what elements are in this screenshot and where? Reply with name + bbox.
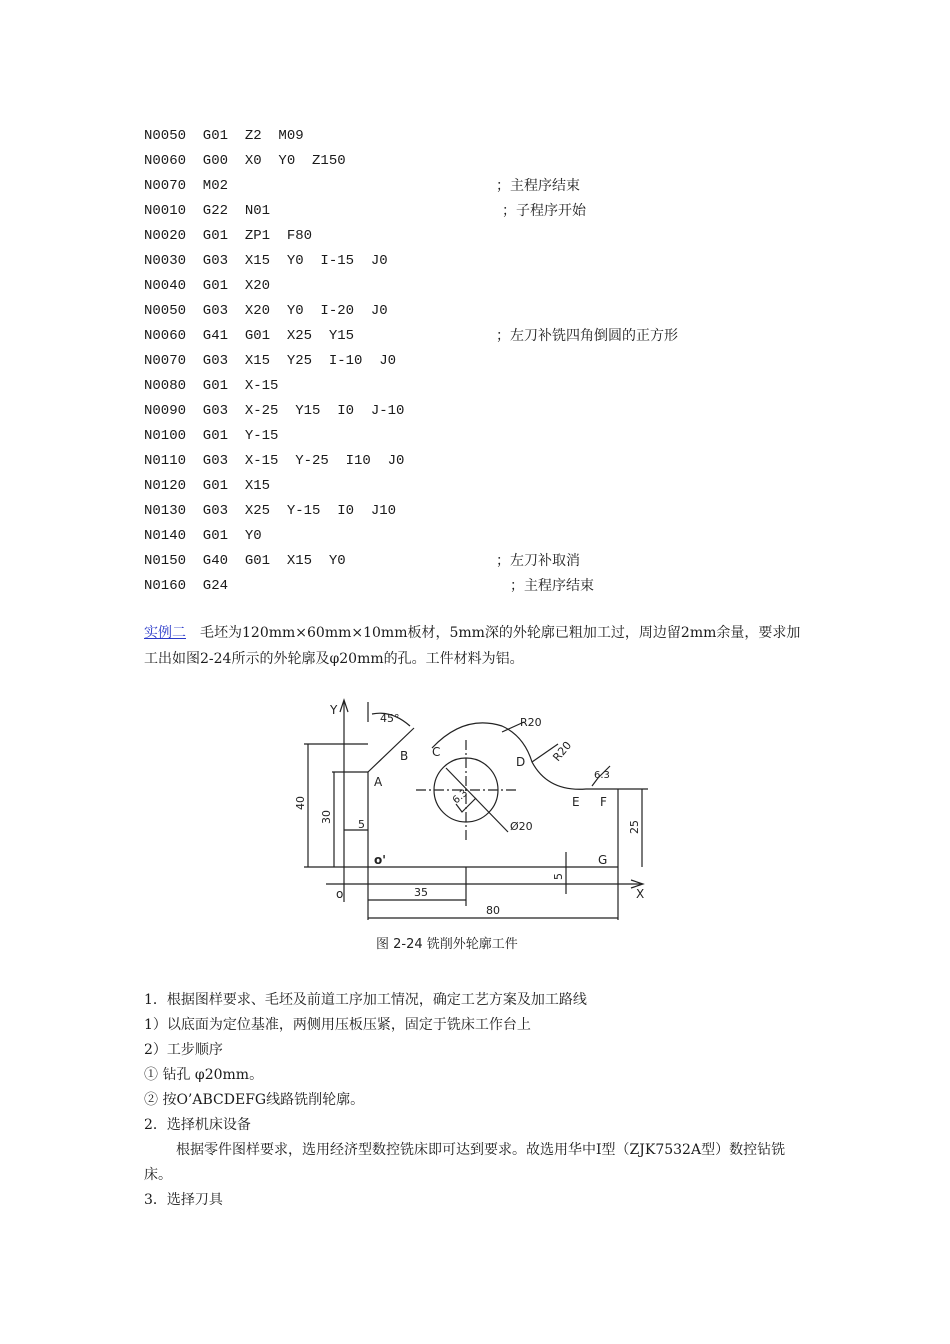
example-paragraph <box>144 620 812 672</box>
step-line: 3．选择刀具 <box>144 1192 223 1208</box>
angle-label: 45° <box>380 712 400 725</box>
axis-y-label: Y <box>330 703 338 717</box>
code-text: N0020 G01 ZP1 F80 <box>144 228 313 244</box>
dim5a-label: 5 <box>358 818 365 831</box>
point-g-label: G <box>598 853 608 867</box>
code-text: N0080 G01 X-15 <box>144 378 279 394</box>
code-line <box>144 374 824 399</box>
code-text: N0060 G41 G01 X25 Y15 <box>144 328 355 344</box>
code-text: N0030 G03 X15 Y0 I-15 J0 <box>144 253 388 269</box>
code-text: N0070 G03 X15 Y25 I-10 J0 <box>144 353 397 369</box>
r20-label: R20 <box>520 716 542 729</box>
step-line: 2．选择机床设备 <box>144 1117 251 1133</box>
point-c-label: C <box>432 745 441 759</box>
code-line <box>144 299 824 324</box>
code-line <box>144 549 824 574</box>
code-text: N0010 G22 N01 <box>144 203 271 219</box>
code-text: N0050 G01 Z2 M09 <box>144 128 304 144</box>
code-line <box>144 449 824 474</box>
dim80-label: 80 <box>486 904 500 917</box>
origin-label: o <box>336 887 344 901</box>
code-line <box>144 274 824 299</box>
code-comment: ；左刀补铣四角倒圆的正方形 <box>496 328 678 344</box>
dim25-label: 25 <box>628 820 641 834</box>
point-a-label: A <box>374 775 383 789</box>
point-d-label: D <box>516 755 526 769</box>
milling-drawing <box>296 692 656 962</box>
code-line <box>144 324 824 349</box>
code-comment: ；左刀补取消 <box>496 553 580 569</box>
code-text: N0140 G01 Y0 <box>144 528 262 544</box>
r20b-label: R20 <box>550 738 575 764</box>
point-f-label: F <box>600 795 607 809</box>
example-text: 毛坯为120mm×60mm×10mm板材，5mm深的外轮廓已粗加工过，周边留2mm余量，要求加工出如图2-24所示的外轮廓及φ20mm的孔。工件材料为铝。 <box>144 625 801 667</box>
code-line <box>144 249 824 274</box>
dim30-label: 30 <box>320 810 333 824</box>
code-comment: ；主程序结束 <box>496 178 580 194</box>
nc-code-listing <box>144 124 824 599</box>
origin2-label: o' <box>374 853 386 867</box>
step-line: ② 按O’ABCDEFG线路铣削轮廓。 <box>144 1092 365 1108</box>
code-text: N0150 G40 G01 X15 Y0 <box>144 553 346 569</box>
code-text: N0100 G01 Y-15 <box>144 428 279 444</box>
figure-2-24 <box>296 692 656 962</box>
figure-caption: 图 2-24 铣削外轮廓工件 <box>376 937 518 952</box>
code-line <box>144 424 824 449</box>
code-line <box>144 149 824 174</box>
code-line <box>144 124 824 149</box>
diameter-label: Ø20 <box>510 820 533 833</box>
dim40-label: 40 <box>294 796 307 810</box>
roughness2-label: 6.3 <box>450 787 471 807</box>
code-text: N0040 G01 X20 <box>144 278 271 294</box>
dim5b-label: 5 <box>552 873 565 880</box>
code-line <box>144 524 824 549</box>
step-line: ① 钻孔 φ20mm。 <box>144 1067 264 1083</box>
code-text: N0070 M02 <box>144 178 229 194</box>
code-comment: ；子程序开始 <box>502 203 586 219</box>
code-line <box>144 174 824 199</box>
code-text: N0110 G03 X-15 Y-25 I10 J0 <box>144 453 405 469</box>
code-line <box>144 349 824 374</box>
point-b-label: B <box>400 749 409 763</box>
code-line <box>144 199 824 224</box>
dim35-label: 35 <box>414 886 428 899</box>
code-text: N0160 G24 <box>144 578 229 594</box>
code-line <box>144 499 824 524</box>
machine-paragraph: 根据零件图样要求，选用经济型数控铣床即可达到要求。故选用华中Ⅰ型（ZJK7532A型）数控钻铣床。 <box>144 1142 786 1183</box>
code-text: N0060 G00 X0 Y0 Z150 <box>144 153 346 169</box>
code-line <box>144 574 824 599</box>
process-steps <box>144 988 812 1213</box>
code-text: N0050 G03 X20 Y0 I-20 J0 <box>144 303 388 319</box>
code-text: N0090 G03 X-25 Y15 I0 J-10 <box>144 403 405 419</box>
step-line: 1）以底面为定位基准，两侧用压板压紧，固定于铣床工作台上 <box>144 1017 531 1033</box>
code-text: N0130 G03 X25 Y-15 I0 J10 <box>144 503 397 519</box>
step-line: 2）工步顺序 <box>144 1042 223 1058</box>
example-link[interactable]: 实例二 <box>144 625 186 641</box>
code-text: N0120 G01 X15 <box>144 478 271 494</box>
code-line <box>144 474 824 499</box>
code-comment: ；主程序结束 <box>510 578 594 594</box>
axis-x-label: X <box>636 887 645 901</box>
code-line <box>144 224 824 249</box>
point-e-label: E <box>572 795 580 809</box>
code-line <box>144 399 824 424</box>
step-line: 1．根据图样要求、毛坯及前道工序加工情况，确定工艺方案及加工路线 <box>144 992 587 1008</box>
roughness1-label: 6.3 <box>594 770 610 781</box>
